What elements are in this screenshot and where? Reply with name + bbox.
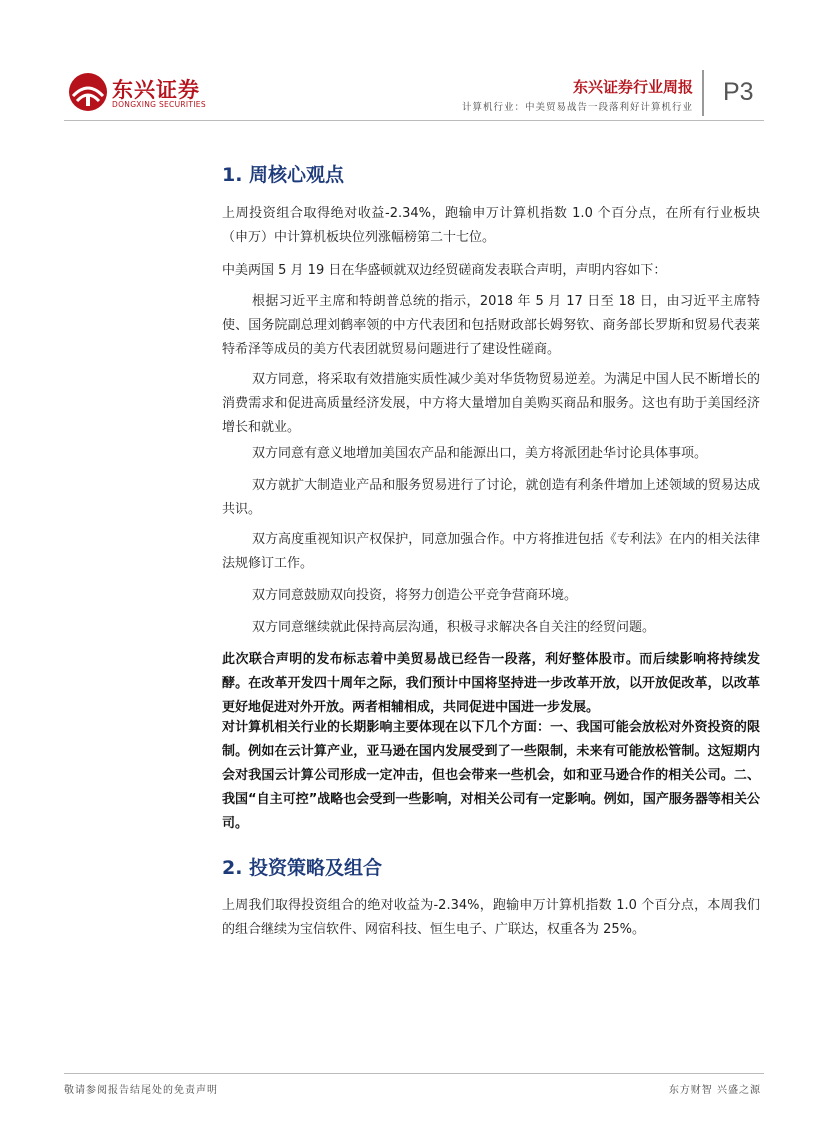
quote-paragraph-6: 双方同意鼓励双向投资，将努力创造公平竞争营商环境。 — [252, 588, 578, 603]
logo-emblem-icon — [68, 72, 108, 112]
footer-rule — [64, 1073, 764, 1074]
section-heading-strategy: 2. 投资策略及组合 — [222, 857, 383, 879]
logo-text-cn: 东兴证券 — [112, 78, 200, 102]
report-title: 东兴证券行业周报 — [572, 78, 693, 96]
quote-paragraph-4: 双方就扩大制造业产品和服务贸易进行了讨论，就创造有利条件增加上述领域的贸易达成共识。 — [222, 478, 760, 517]
quote-paragraph-3: 双方同意有意义地增加美国农产品和能源出口，美方将派团赴华讨论具体事项。 — [252, 446, 708, 461]
quote-paragraph-2: 双方同意，将采取有效措施实质性减少美对华货物贸易逆差。为满足中国人民不断增长的消费需求和促进高质量经济发展，中方将大量增加自美购买商品和服务。这也有助于美国经济增长和就业。 — [222, 372, 760, 435]
paragraph-joint-statement-intro: 中美两国 5 月 19 日在华盛顿就双边经贸磋商发表联合声明，声明内容如下： — [222, 263, 667, 278]
page-number: P3 — [723, 78, 754, 106]
bold-paragraph-industry-impact: 对计算机相关行业的长期影响主要体现在以下几个方面：一、我国可能会放松对外资投资的限制。例如在云计算产业，亚马逊在国内发展受到了一些限制，未来有可能放松管制。这短期内会对我国云计算公司形成一定冲击，但也会带来一些机会，如和亚马逊合作的相关公司。二、我国“自主可控”战略也会受到一些影响，对相关公司有一定影响。例如，国产服务器等相关公司。 — [222, 720, 760, 831]
header-divider — [702, 70, 704, 116]
header-rule — [64, 120, 764, 121]
quote-paragraph-5: 双方高度重视知识产权保护，同意加强合作。中方将推进包括《专利法》在内的相关法律法规修订工作。 — [222, 532, 760, 571]
paragraph-weekly-return: 上周投资组合取得绝对收益-2.34%，跑输申万计算机指数 1.0 个百分点，在所有行业板块（申万）中计算机板块位列涨幅榜第二十七位。 — [222, 206, 760, 245]
company-logo — [68, 70, 208, 114]
section-heading-core-views: 1. 周核心观点 — [222, 164, 345, 186]
quote-paragraph-1: 根据习近平主席和特朗普总统的指示，2018 年 5 月 17 日至 18 日，由习近平主席特使、国务院副总理刘鹤率领的中方代表团和包括财政部长姆努钦、商务部长罗斯和贸易代表莱特希泽等成员的美方代表团就贸易问题进行了建设性磋商。 — [222, 294, 760, 357]
report-subtitle: 计算机行业：中美贸易战告一段落利好计算机行业 — [461, 102, 693, 113]
footer-slogan: 东方财智 兴盛之源 — [668, 1085, 761, 1096]
quote-paragraph-7: 双方同意继续就此保持高层沟通，积极寻求解决各自关注的经贸问题。 — [252, 620, 656, 635]
footer-disclaimer: 敬请参阅报告结尾处的免责声明 — [64, 1085, 218, 1096]
logo-text-en: DONGXING SECURITIES — [112, 100, 206, 109]
paragraph-portfolio: 上周我们取得投资组合的绝对收益为-2.34%，跑输申万计算机指数 1.0 个百分点，本周我们的组合继续为宝信软件、网宿科技、恒生电子、广联达，权重各为 25%。 — [222, 898, 760, 937]
page-header — [0, 0, 827, 125]
bold-paragraph-market-impact: 此次联合声明的发布标志着中美贸易战已经告一段落，利好整体股市。而后续影响将持续发酵。在改革开发四十周年之际，我们预计中国将坚持进一步改革开放，以开放促改革，以改革更好地促进对外开放。两者相辅相成，共同促进中国进一步发展。 — [222, 652, 760, 715]
